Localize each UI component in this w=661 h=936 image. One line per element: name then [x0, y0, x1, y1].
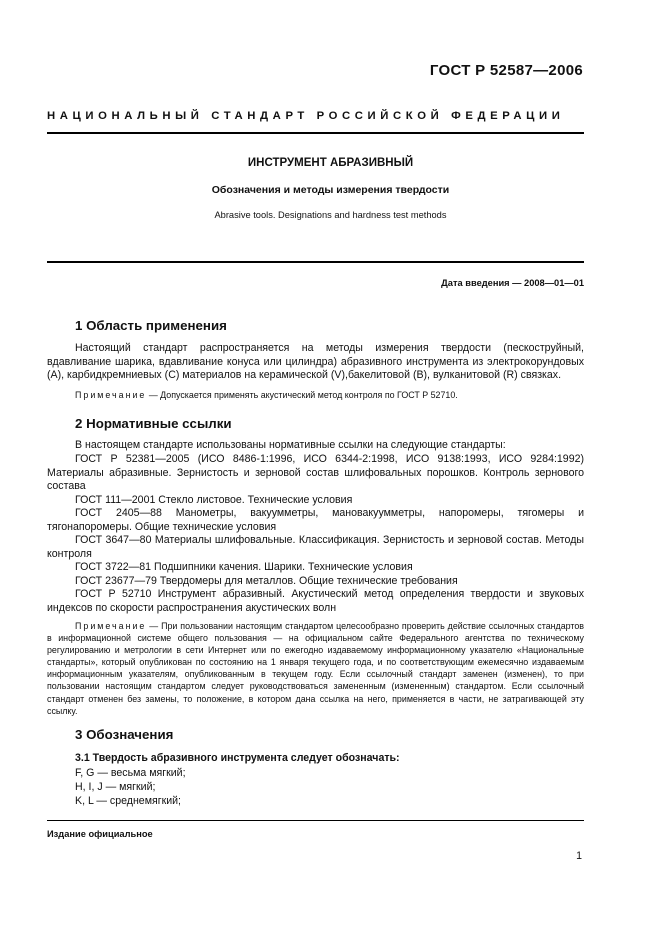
document-subtitle: Обозначения и методы измерения твердости: [211, 184, 450, 196]
edition-label: Издание официальное: [47, 829, 153, 839]
reference-item: ГОСТ 2405—88 Манометры, вакуумметры, мановакуумметры, напоромеры, тягомеры и тягонапоромеры. Общие технические условия: [47, 507, 584, 533]
top-divider: [47, 132, 584, 134]
designation-item: H, I, J — мягкий;: [75, 781, 156, 793]
document-title: ИНСТРУМЕНТ АБРАЗИВНЫЙ: [247, 157, 414, 169]
section-2-intro: В настоящем стандарте использованы нормативные ссылки на следующие стандарты:: [75, 439, 506, 451]
footer-divider: [47, 820, 584, 821]
designation-item: F, G — весьма мягкий;: [75, 767, 186, 779]
section-3-heading: 3 Обозначения: [75, 727, 174, 742]
section-2-heading: 2 Нормативные ссылки: [75, 416, 232, 431]
note-label: Примечание: [75, 390, 147, 400]
title-divider: [47, 261, 584, 263]
reference-item: ГОСТ 3722—81 Подшипники качения. Шарики. Технические условия: [75, 561, 413, 573]
section-1-note: [47, 389, 584, 401]
section-1-heading: 1 Область применения: [75, 318, 227, 333]
english-title: Abrasive tools. Designations and hardness test methods: [214, 210, 447, 220]
designation-item: K, L — среднемягкий;: [75, 795, 181, 807]
national-standard-banner: НАЦИОНАЛЬНЫЙ СТАНДАРТ РОССИЙСКОЙ ФЕДЕРАЦИИ: [47, 110, 565, 122]
introduction-date: Дата введения — 2008—01—01: [441, 278, 584, 288]
reference-item: ГОСТ Р 52381—2005 (ИСО 8486-1:1996, ИСО 6344-2:1998, ИСО 9138:1993, ИСО 9284:1992) Материалы абразивные. Зернистость и зерновой состав шлифовальных порошков. Контроль зернового состава: [47, 453, 584, 493]
section-2-note: [47, 620, 584, 717]
reference-item: ГОСТ 111—2001 Стекло листовое. Технические условия: [75, 494, 353, 506]
note-text: — При пользовании настоящим стандартом целесообразно проверить действие ссылочных стандартов в информационной системе общего пользования — на официальном сайте Федерального агентства по техническому регулированию и метрологии в сети Интернет или по ежегодно издаваемому информационному указателю «Национальные стандарты», который опубликован по состоянию на 1 января текущего года, и по соответствующим ежемесячно издаваемым информационным указателям, опубликованным в текущем году. Если ссылочный стандарт заменен (изменен), то при пользовании настоящим стандартом следует руководствоваться замененным (измененным) стандартом. Если ссылочный стандарт отменен без замены, то положение, в котором дана ссылка на него, применяется в части, не затрагивающей эту ссылку.: [47, 621, 584, 716]
reference-item: ГОСТ Р 52710 Инструмент абразивный. Акустический метод определения твердости и звуковых индексов по скорости распространения акустических волн: [47, 588, 584, 614]
section-1-body: Настоящий стандарт распространяется на методы измерения твердости (пескоструйный, вдавливание шарика, вдавливание конуса или цилиндра) абразивного инструмента из электрокорундовых (А), карбидкремниевых (С) материалов на керамической (V),бакелитовой (В), вулканитовой (R) связках.: [47, 342, 584, 382]
subsection-3-1-heading: 3.1 Твердость абразивного инструмента следует обозначать:: [75, 752, 400, 764]
note-text: — Допускается применять акустический метод контроля по ГОСТ Р 52710.: [146, 390, 458, 400]
reference-item: ГОСТ 23677—79 Твердомеры для металлов. Общие технические требования: [75, 575, 458, 587]
reference-item: ГОСТ 3647—80 Материалы шлифовальные. Классификация. Зернистость и зерновой состав. Методы контроля: [47, 534, 584, 560]
page-number: 1: [576, 850, 582, 862]
note-label: Примечание: [75, 621, 147, 631]
gost-code: ГОСТ Р 52587—2006: [429, 62, 583, 79]
